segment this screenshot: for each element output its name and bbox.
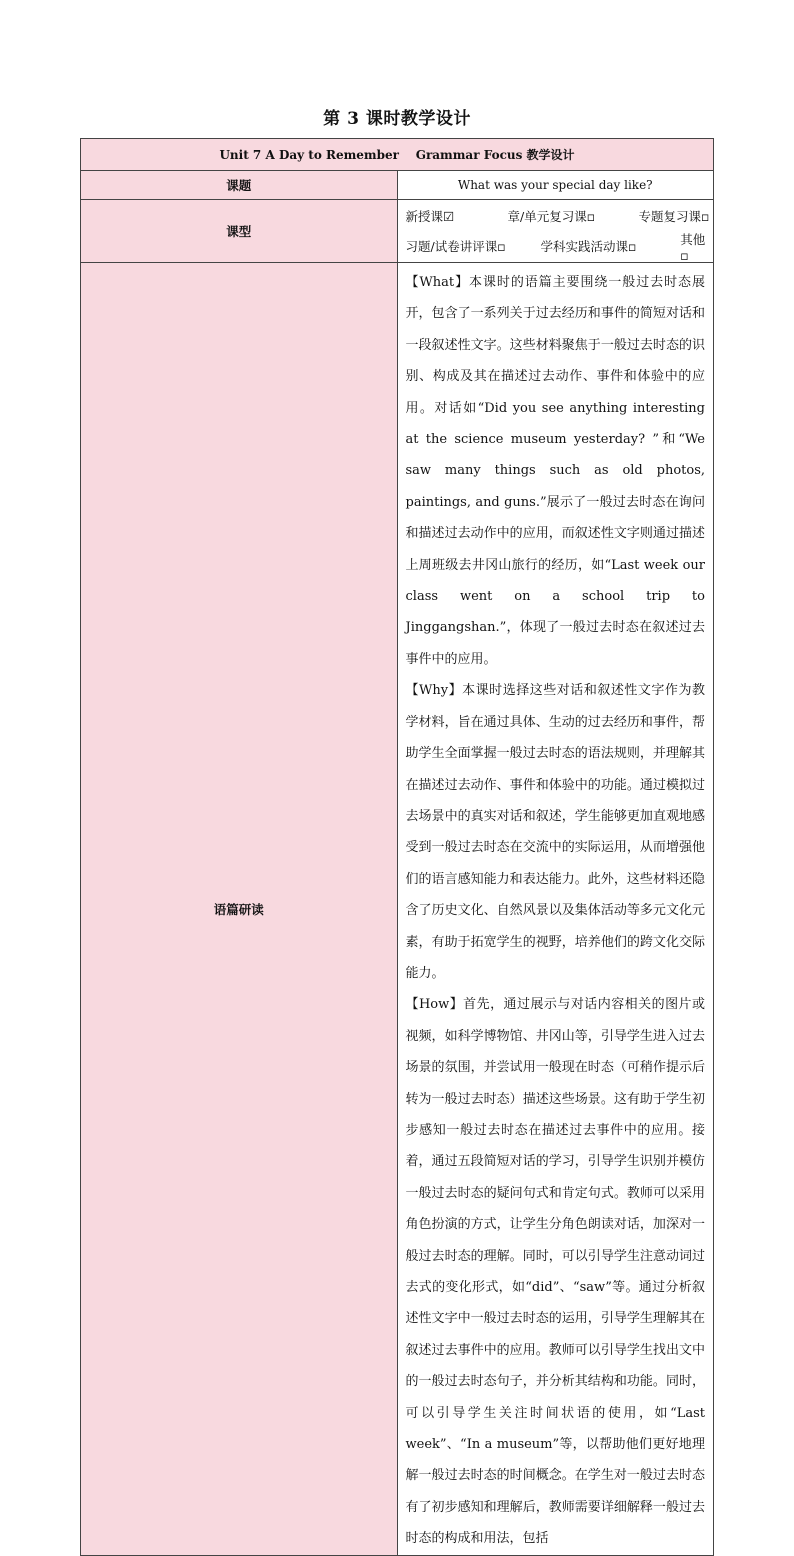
table-header: Unit 7 A Day to Remember Grammar Focus 教学设计 [81,139,714,171]
why-tag: 【Why】 [405,683,463,699]
option-new-lesson: 新授课☑ [405,209,455,224]
why-paragraph [406,675,706,989]
option-unit-review: 章/单元复习课▫ [507,209,596,224]
topic-value: What was your special day like? [397,171,714,200]
lesson-type-options [397,200,714,263]
analysis-content [397,263,714,1556]
page-title: 第 3 课时教学设计 [323,109,471,129]
table-header-row [81,139,714,171]
how-paragraph [406,989,706,1554]
what-text: 本课时的语篇主要围绕一般过去时态展开，包含了一系列关于过去经历和事件的简短对话和一段叙述性文字。这些材料聚焦于一般过去时态的识别、构成及其在描述过去动作、事件和体验中的应用。对话如“Did you see anything interesting at the science museum yesterday? ”和“We saw many things such as old photos, paintings, and guns.”展示了一般过去时态在询问和描述过去动作中的应用，而叙述性文字则通过描述上周班级去井冈山旅行的经历，如“Last week our class went on a school trip to Jinggangshan.”，体现了一般过去时态在叙述过去事件中的应用。 [405,275,705,667]
type-row [81,200,714,263]
why-text: 本课时选择这些对话和叙述性文字作为教学材料，旨在通过具体、生动的过去经历和事件，帮助学生全面掌握一般过去时态的语法规则，并理解其在描述过去动作、事件和体验中的功能。通过模拟过去场景中的真实对话和叙述，学生能够更加直观地感受到一般过去时态在交流中的实际运用，从而增强他们的语言感知能力和表达能力。此外，这些材料还隐含了历史文化、自然风景以及集体活动等多元文化元素，有助于拓宽学生的视野，培养他们的跨文化交际能力。 [405,683,705,981]
what-tag: 【What】 [405,275,470,290]
type-label: 课型 [81,200,398,263]
lesson-type-line-1 [406,201,714,231]
analysis-label: 语篇研读 [81,263,398,1556]
option-topic-review: 专题复习课▫ [638,209,710,224]
lesson-plan-table [80,138,714,1556]
option-practice-activity: 学科实践活动课▫ [540,239,637,254]
how-text: 首先，通过展示与对话内容相关的图片或视频，如科学博物馆、井冈山等，引导学生进入过去场景的氛围，并尝试用一般现在时态（可稍作提示后转为一般过去时态）描述这些场景。这有助于学生初步感知一般过去时态在描述过去事件中的应用。接着，通过五段简短对话的学习，引导学生识别并模仿一般过去时态的疑问句式和肯定句式。教师可以采用角色扮演的方式，让学生分角色朗读对话，加深对一般过去时态的理解。同时，可以引导学生注意动词过去式的变化形式，如“did”、“saw”等。通过分析叙述性文字中一般过去时态的运用，引导学生理解其在叙述过去事件中的应用。教师可以引导学生找出文中的一般过去时态句子，并分析其结构和功能。同时，可以引导学生关注时间状语的使用，如“Last week”、“In a museum”等，以帮助他们更好地理解一般过去时态的时间概念。在学生对一般过去时态有了初步感知和理解后，教师需要详细解释一般过去时态的构成和用法，包括 [405,997,705,1547]
analysis-row [81,263,714,1556]
option-other: 其他▫ [680,231,706,263]
topic-row [81,171,714,200]
how-tag: 【How】 [405,997,464,1013]
topic-label: 课题 [81,171,398,200]
what-paragraph [406,267,706,675]
option-exercise-review: 习题/试卷讲评课▫ [405,239,506,254]
lesson-type-line-2 [406,231,714,261]
